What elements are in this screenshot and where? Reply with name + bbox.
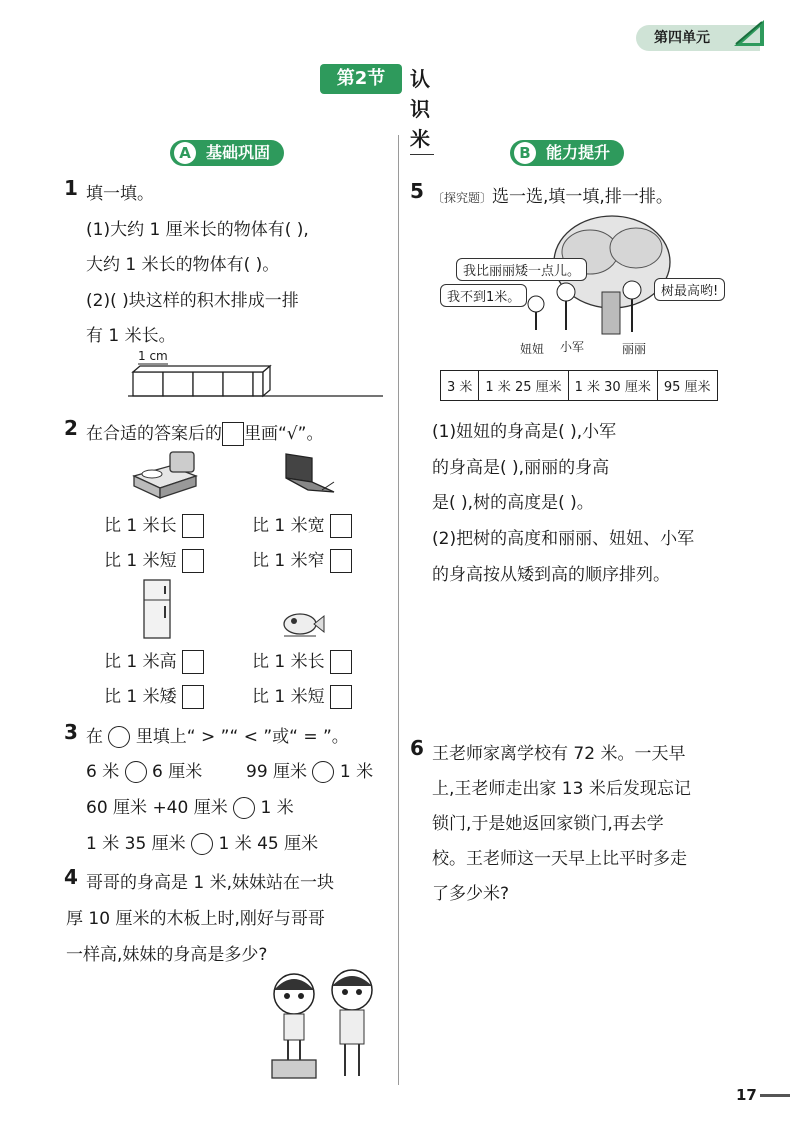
q3-circle-2[interactable] <box>312 761 334 783</box>
q6-line-4: 校。王老师这一天早上比平时多走 <box>432 849 687 869</box>
option-cell-3: 1 米 30 厘米 <box>568 371 657 401</box>
part-a-title: 基础巩固 <box>206 143 271 162</box>
q2-option-6-label: 比 1 米长 <box>252 652 325 672</box>
section-badge: 第2节 <box>320 64 402 94</box>
option-cell-4: 95 厘米 <box>657 371 717 401</box>
part-a-letter: A <box>174 142 196 164</box>
q3-row-1b <box>246 757 373 783</box>
q3-circle-4[interactable] <box>191 833 213 855</box>
q2-option-2-label: 比 1 米宽 <box>252 516 325 536</box>
name-lili: 丽丽 <box>622 342 647 356</box>
q3-number: 3 <box>64 720 78 744</box>
name-niuniu: 妞妞 <box>520 342 545 356</box>
q6-line-3: 锁门,于是她返回家锁门,再去学 <box>432 814 664 834</box>
q5-line-2: 的身高是( ),丽丽的身高 <box>432 458 610 478</box>
q3-circle-3[interactable] <box>233 797 255 819</box>
part-b-title: 能力提升 <box>546 143 611 162</box>
q3-r3-right: 1 米 45 厘米 <box>218 834 319 854</box>
q5-line-3: 是( ),树的高度是( )。 <box>432 493 594 513</box>
q2-option-6-box[interactable] <box>330 650 352 674</box>
q2-option-8-box[interactable] <box>330 685 352 709</box>
q2-option-5-label: 比 1 米高 <box>104 652 177 672</box>
q2-option-3-label: 比 1 米短 <box>104 551 177 571</box>
q5-line-4: (2)把树的高度和丽丽、妞妞、小军 <box>432 529 695 549</box>
q2-example-box <box>222 422 244 446</box>
blocks-illustration <box>128 360 388 400</box>
q4-line-1: 哥哥的身高是 1 米,妹妹站在一块 <box>86 873 335 893</box>
q2-pre: 在合适的答案后的 <box>86 424 222 444</box>
q3-r1a-left: 6 米 <box>86 762 120 782</box>
q2-option-3 <box>104 546 204 573</box>
q3-pre: 在 <box>86 727 103 747</box>
bubble-3: 树最高哟! <box>654 278 725 301</box>
q3-r1a-right: 6 厘米 <box>152 762 203 782</box>
q1-line-1: (1)大约 1 厘米长的物体有( ), <box>86 220 309 240</box>
q2-option-6 <box>252 647 352 674</box>
q5-line-5: 的身高按从矮到高的顺序排列。 <box>432 565 670 585</box>
q5-title-line <box>432 182 673 207</box>
q2-option-7-box[interactable] <box>182 685 204 709</box>
q2-option-2-box[interactable] <box>330 514 352 538</box>
q2-option-7-label: 比 1 米矮 <box>104 687 177 707</box>
q5-line-1: (1)妞妞的身高是( ),小军 <box>432 422 617 442</box>
part-b-letter: B <box>514 142 536 164</box>
q3-r1b-right: 1 米 <box>339 762 374 782</box>
q3-row-3 <box>86 829 318 855</box>
ruler-triangle-icon <box>732 18 766 48</box>
q4-number: 4 <box>64 865 78 889</box>
q2-post: 里画“√”。 <box>244 424 324 444</box>
q1-line-4: 有 1 米长。 <box>86 326 176 346</box>
q6-line-2: 上,王老师走出家 13 米后发现忘记 <box>432 779 691 799</box>
q3-r2-left: 60 厘米 +40 厘米 <box>86 798 228 818</box>
option-cell-1: 3 米 <box>441 371 479 401</box>
q2-option-5-box[interactable] <box>182 650 204 674</box>
q3-post: 里填上“ > ”“ < ”或“ = ”。 <box>135 727 349 747</box>
q5-number: 5 <box>410 179 424 203</box>
bubble-1: 我比丽丽矮一点儿。 <box>456 258 587 281</box>
q2-option-3-box[interactable] <box>182 549 204 573</box>
q2-option-8-label: 比 1 米短 <box>252 687 325 707</box>
page-number: 17 <box>736 1086 757 1104</box>
q1-line-3: (2)( )块这样的积木排成一排 <box>86 291 299 311</box>
part-b-header <box>510 140 624 166</box>
q6-number: 6 <box>410 736 424 760</box>
q3-r1b-left: 99 厘米 <box>246 762 308 782</box>
part-a-header <box>170 140 284 166</box>
laptop-illustration <box>278 450 338 500</box>
q4-line-2: 厚 10 厘米的木板上时,刚好与哥哥 <box>66 909 325 929</box>
page-number-rule <box>760 1094 790 1097</box>
q4-line-3: 一样高,妹妹的身高是多少? <box>66 945 268 965</box>
option-cell-2: 1 米 25 厘米 <box>479 371 568 401</box>
column-divider <box>398 135 399 1085</box>
q2-option-1-box[interactable] <box>182 514 204 538</box>
q3-row-1a <box>86 757 202 783</box>
q6-line-5: 了多少米? <box>432 884 510 904</box>
q3-row-2 <box>86 793 294 819</box>
q2-option-5 <box>104 647 204 674</box>
q2-option-4-label: 比 1 米窄 <box>252 551 325 571</box>
q1-title: 填一填。 <box>86 184 154 204</box>
fish-illustration <box>280 610 326 640</box>
q3-example-circle <box>108 726 130 748</box>
q2-option-8 <box>252 682 352 709</box>
q6-line-1: 王老师家离学校有 72 米。一天早 <box>432 744 686 764</box>
q1-line-2: 大约 1 米长的物体有( )。 <box>86 255 280 275</box>
siblings-illustration <box>264 968 388 1082</box>
q2-option-4 <box>252 546 352 573</box>
q2-number: 2 <box>64 416 78 440</box>
q2-option-1 <box>104 511 204 538</box>
height-options-table <box>440 370 718 401</box>
unit-tab: 第四单元 <box>636 25 760 51</box>
q1-number: 1 <box>64 176 78 200</box>
q3-circle-1[interactable] <box>125 761 147 783</box>
bed-illustration <box>130 448 200 500</box>
q3-r2-right: 1 米 <box>260 798 294 818</box>
q5-title: 选一选,填一填,排一排。 <box>492 187 673 207</box>
cm-label: 1 cm <box>138 349 168 363</box>
q2-option-1-label: 比 1 米长 <box>104 516 177 536</box>
q2-option-4-box[interactable] <box>330 549 352 573</box>
q3-r3-left: 1 米 35 厘米 <box>86 834 186 854</box>
section-title: 认识米 <box>410 64 434 155</box>
name-xiaojun: 小军 <box>560 340 585 354</box>
fridge-illustration <box>140 578 176 642</box>
q2-option-7 <box>104 682 204 709</box>
q3-instruction <box>86 722 349 748</box>
q5-tag: 〔探究题〕 <box>432 191 493 205</box>
q2-instruction <box>86 419 323 446</box>
q2-option-2 <box>252 511 352 538</box>
bubble-2: 我不到1米。 <box>440 284 527 307</box>
height-options-row <box>441 371 718 401</box>
